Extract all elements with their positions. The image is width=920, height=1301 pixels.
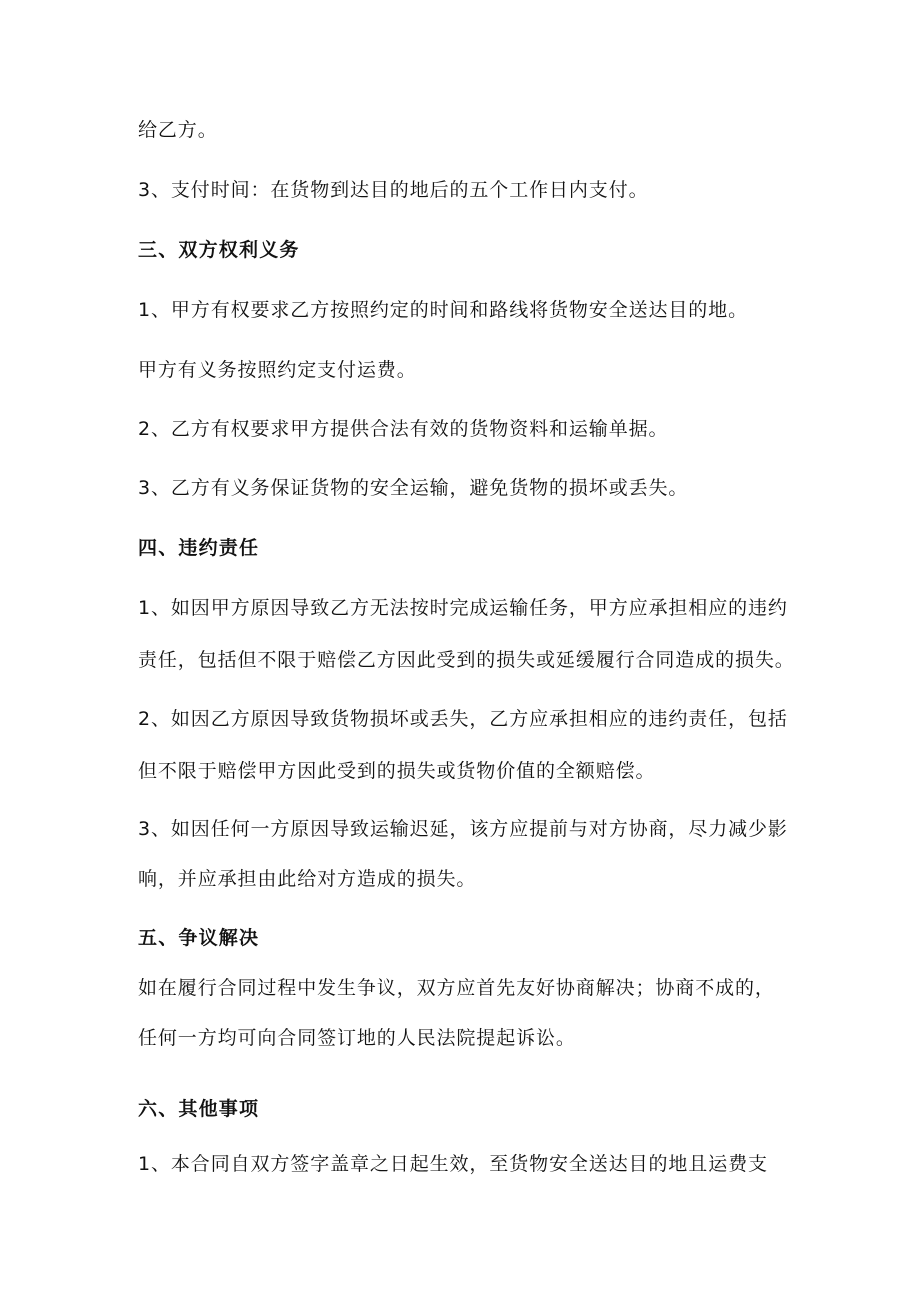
rights-clause-3: 3、乙方有义务保证货物的安全运输，避免货物的损坏或丢失。 xyxy=(138,477,689,499)
rights-clause-1-line-1: 1、甲方有权要求乙方按照约定的时间和路线将货物安全送达目的地。 xyxy=(138,299,748,321)
section-heading-rights-obligations: 三、双方权利义务 xyxy=(138,239,300,261)
breach-clause-2-line-2: 但不限于赔偿甲方因此受到的损失或货物价值的全额赔偿。 xyxy=(138,760,656,782)
dispute-paragraph-line-2: 任何一方均可向合同签订地的人民法院提起诉讼。 xyxy=(138,1027,576,1049)
other-clause-1-line-1: 1、本合同自双方签字盖章之日起生效，至货物安全送达目的地且运费支 xyxy=(138,1153,768,1175)
breach-clause-3-line-2: 响，并应承担由此给对方造成的损失。 xyxy=(138,868,477,890)
section-heading-breach-liability: 四、违约责任 xyxy=(138,537,260,559)
payment-continuation-text: 给乙方。 xyxy=(138,119,218,141)
rights-clause-1-line-2: 甲方有义务按照约定支付运费。 xyxy=(138,359,417,381)
section-heading-other-matters: 六、其他事项 xyxy=(138,1098,260,1120)
breach-clause-2-line-1: 2、如因乙方原因导致货物损坏或丢失，乙方应承担相应的违约责任，包括 xyxy=(138,708,788,730)
dispute-paragraph-line-1: 如在履行合同过程中发生争议，双方应首先友好协商解决；协商不成的， xyxy=(138,977,775,999)
breach-clause-1-line-2: 责任，包括但不限于赔偿乙方因此受到的损失或延缓履行合同造成的损失。 xyxy=(138,649,795,671)
breach-clause-3-line-1: 3、如因任何一方原因导致运输迟延，该方应提前与对方协商，尽力减少影 xyxy=(138,818,788,840)
rights-clause-2: 2、乙方有权要求甲方提供合法有效的货物资料和运输单据。 xyxy=(138,418,669,440)
section-heading-dispute-resolution: 五、争议解决 xyxy=(138,927,260,949)
breach-clause-1-line-1: 1、如因甲方原因导致乙方无法按时完成运输任务，甲方应承担相应的违约 xyxy=(138,597,788,619)
payment-time-clause: 3、支付时间：在货物到达目的地后的五个工作日内支付。 xyxy=(138,179,649,201)
